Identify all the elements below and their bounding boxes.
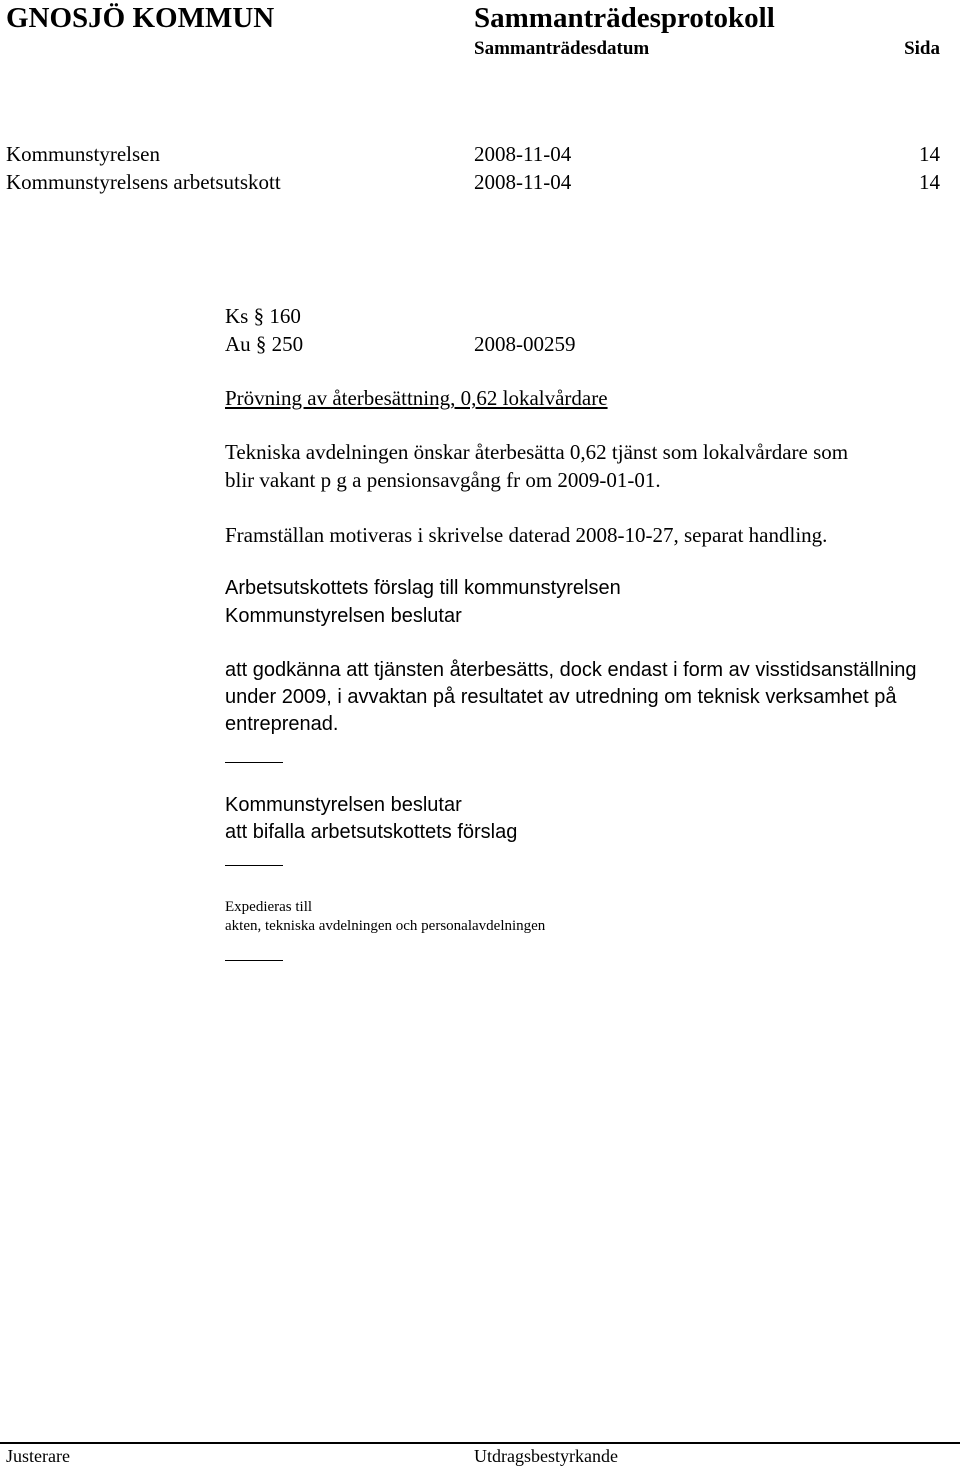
- decision-text: att bifalla arbetsutskottets förslag: [225, 821, 518, 843]
- organization-name: GNOSJÖ KOMMUN: [6, 2, 275, 34]
- meeting-date: 2008-11-04: [474, 142, 572, 166]
- meeting-body: Kommunstyrelsen: [6, 142, 160, 166]
- au-paragraph-ref: Au § 250: [225, 332, 304, 356]
- meeting-body: Kommunstyrelsens arbetsutskott: [6, 170, 281, 194]
- ks-paragraph-ref: Ks § 160: [225, 304, 301, 328]
- distribution-label: Expedieras till: [225, 899, 313, 915]
- separator-line: [225, 762, 283, 763]
- document-type: Sammanträdesprotokoll: [474, 2, 775, 34]
- proposal-text-line: att godkänna att tjänsten återbesätts, dock endast i form av visstidsanställning: [225, 659, 917, 681]
- proposal-text-line: under 2009, i avvaktan på resultatet av utredning om teknisk verksamhet på: [225, 686, 897, 708]
- item-paragraph-line: blir vakant p g a pensionsavgång fr om 2009-01-01.: [225, 468, 661, 492]
- case-number: 2008-00259: [474, 332, 576, 356]
- distribution-recipients: akten, tekniska avdelningen och personalavdelningen: [225, 918, 546, 934]
- item-title: Prövning av återbesättning, 0,62 lokalvårdare: [225, 386, 608, 410]
- decision-heading: Kommunstyrelsen beslutar: [225, 794, 462, 816]
- date-column-label: Sammanträdesdatum: [474, 38, 650, 59]
- page-column-label: Sida: [904, 38, 940, 59]
- meeting-page: 14: [919, 142, 940, 166]
- meeting-page: 14: [919, 170, 940, 194]
- item-paragraph-line: Tekniska avdelningen önskar återbesätta 0,62 tjänst som lokalvårdare som: [225, 440, 849, 464]
- separator-line: [225, 960, 283, 961]
- meeting-date: 2008-11-04: [474, 170, 572, 194]
- item-paragraph-2: Framställan motiveras i skrivelse daterad 2008-10-27, separat handling.: [225, 523, 828, 547]
- proposal-heading: Arbetsutskottets förslag till kommunstyrelsen: [225, 577, 621, 599]
- separator-line: [225, 865, 283, 866]
- proposal-text-line: entreprenad.: [225, 713, 339, 735]
- footer-justerare: Justerare: [6, 1446, 70, 1466]
- footer-rule: [0, 1442, 960, 1444]
- proposal-subheading: Kommunstyrelsen beslutar: [225, 605, 462, 627]
- footer-utdragsbestyrkande: Utdragsbestyrkande: [474, 1446, 618, 1466]
